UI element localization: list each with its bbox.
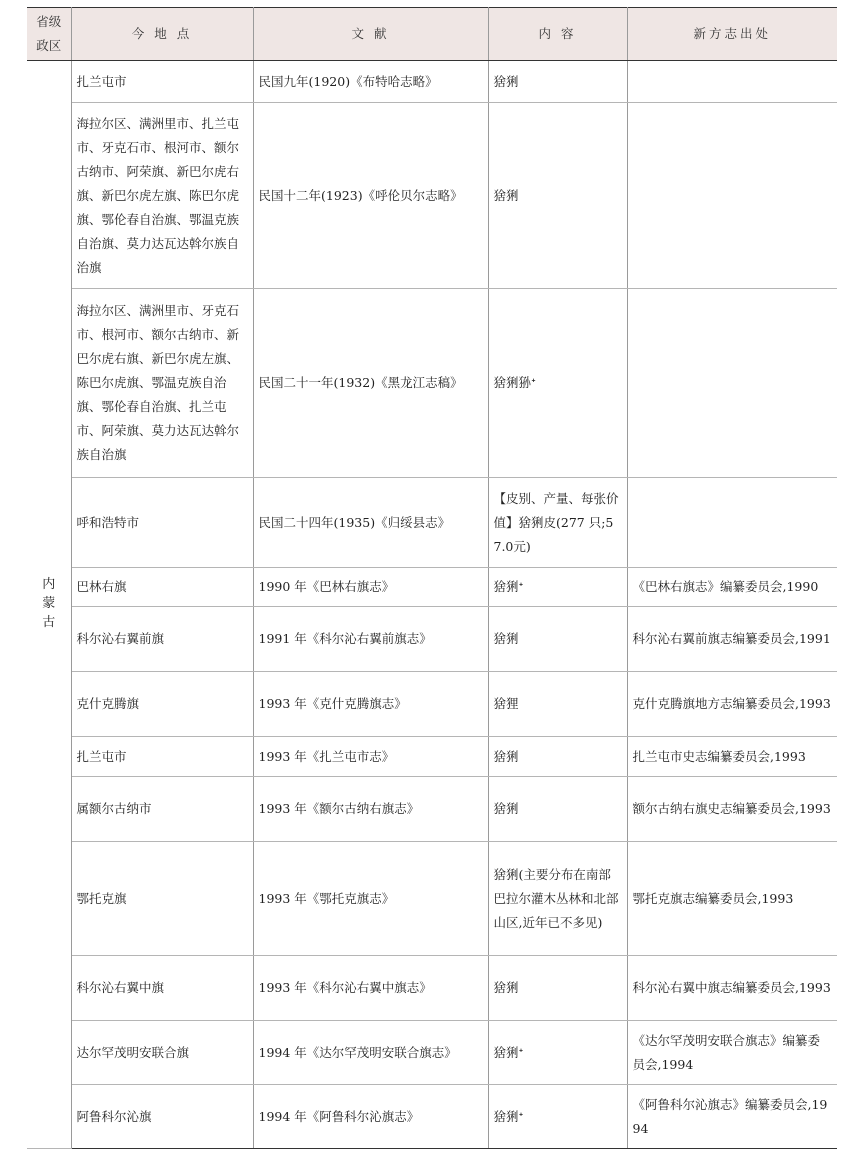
location-cell: 科尔沁右翼中旗 [71, 956, 253, 1021]
table-header-row [27, 8, 837, 61]
header-province: 省级 政区 [27, 8, 71, 61]
source-cell: 克什克腾旗地方志编纂委员会,1993 [627, 672, 837, 737]
source-cell: 科尔沁右翼中旗志编纂委员会,1993 [627, 956, 837, 1021]
table-row [27, 672, 837, 737]
source-cell [627, 289, 837, 478]
content-cell: 猞猁ᐩ [488, 1085, 627, 1149]
header-location: 今 地 点 [71, 8, 253, 61]
location-cell: 海拉尔区、满洲里市、牙克石市、根河市、额尔古纳市、新巴尔虎右旗、新巴尔虎左旗、陈巴尔虎旗、鄂温克族自治旗、鄂伦春自治旗、扎兰屯市、阿荣旗、莫力达瓦达斡尔族自治旗 [71, 289, 253, 478]
table-row [27, 61, 837, 103]
location-cell: 达尔罕茂明安联合旗 [71, 1021, 253, 1085]
header-source: 新方志出处 [627, 8, 837, 61]
table-row [27, 568, 837, 607]
source-cell [627, 478, 837, 568]
literature-cell: 1994 年《达尔罕茂明安联合旗志》 [253, 1021, 488, 1085]
literature-cell: 民国二十四年(1935)《归绥县志》 [253, 478, 488, 568]
literature-cell: 1990 年《巴林右旗志》 [253, 568, 488, 607]
literature-cell: 民国九年(1920)《布特哈志略》 [253, 61, 488, 103]
location-cell: 阿鲁科尔沁旗 [71, 1085, 253, 1149]
content-cell: 猞猁ᐩ [488, 1021, 627, 1085]
literature-cell: 1993 年《扎兰屯市志》 [253, 737, 488, 777]
content-cell: 猞猁 [488, 61, 627, 103]
table-row [27, 737, 837, 777]
content-cell: 猞猁ᐩ [488, 568, 627, 607]
location-cell: 海拉尔区、满洲里市、扎兰屯市、牙克石市、根河市、额尔古纳市、阿荣旗、新巴尔虎右旗、新巴尔虎左旗、陈巴尔虎旗、鄂伦春自治旗、鄂温克族自治旗、莫力达瓦达斡尔族自治旗 [71, 103, 253, 289]
table-row [27, 607, 837, 672]
literature-cell: 民国十二年(1923)《呼伦贝尔志略》 [253, 103, 488, 289]
content-cell: 猞猁 [488, 777, 627, 842]
content-cell: 猞猁 [488, 956, 627, 1021]
content-cell: 猞猁(主要分布在南部巴拉尔灌木丛林和北部山区,近年已不多见) [488, 842, 627, 956]
source-cell: 《达尔罕茂明安联合旗志》编纂委员会,1994 [627, 1021, 837, 1085]
table-row [27, 842, 837, 956]
source-cell: 额尔古纳右旗史志编纂委员会,1993 [627, 777, 837, 842]
content-cell: 猞狸 [488, 672, 627, 737]
content-cell: 猞猁 [488, 607, 627, 672]
literature-cell: 1993 年《克什克腾旗志》 [253, 672, 488, 737]
source-cell: 《阿鲁科尔沁旗志》编纂委员会,1994 [627, 1085, 837, 1149]
literature-cell: 1993 年《额尔古纳右旗志》 [253, 777, 488, 842]
source-cell: 扎兰屯市史志编纂委员会,1993 [627, 737, 837, 777]
source-cell: 鄂托克旗志编纂委员会,1993 [627, 842, 837, 956]
location-cell: 属额尔古纳市 [71, 777, 253, 842]
table-row [27, 956, 837, 1021]
table-row [27, 777, 837, 842]
source-cell [627, 103, 837, 289]
content-cell: 【皮别、产量、每张价值】猞猁皮(277 只;57.0元) [488, 478, 627, 568]
source-cell [627, 61, 837, 103]
content-cell: 猞猁 [488, 103, 627, 289]
table-row [27, 103, 837, 289]
table-row [27, 1085, 837, 1149]
location-cell: 呼和浩特市 [71, 478, 253, 568]
header-content: 内 容 [488, 8, 627, 61]
header-literature: 文 献 [253, 8, 488, 61]
literature-cell: 1994 年《阿鲁科尔沁旗志》 [253, 1085, 488, 1149]
location-cell: 鄂托克旗 [71, 842, 253, 956]
location-cell: 巴林右旗 [71, 568, 253, 607]
literature-cell: 1993 年《鄂托克旗志》 [253, 842, 488, 956]
literature-cell: 民国二十一年(1932)《黑龙江志稿》 [253, 289, 488, 478]
location-cell: 扎兰屯市 [71, 61, 253, 103]
location-cell: 克什克腾旗 [71, 672, 253, 737]
location-cell: 扎兰屯市 [71, 737, 253, 777]
table-row [27, 289, 837, 478]
table-row [27, 1021, 837, 1085]
province-cell [27, 61, 71, 1149]
province-name: 内蒙古 [42, 577, 56, 630]
literature-cell: 1991 年《科尔沁右翼前旗志》 [253, 607, 488, 672]
source-cell: 《巴林右旗志》编纂委员会,1990 [627, 568, 837, 607]
table-row [27, 478, 837, 568]
literature-cell: 1993 年《科尔沁右翼中旗志》 [253, 956, 488, 1021]
gazetteer-table [27, 7, 837, 1149]
source-cell: 科尔沁右翼前旗志编纂委员会,1991 [627, 607, 837, 672]
location-cell: 科尔沁右翼前旗 [71, 607, 253, 672]
content-cell: 猞猁 [488, 737, 627, 777]
table-body [27, 61, 837, 1149]
content-cell: 猞猁狲ᐩ [488, 289, 627, 478]
